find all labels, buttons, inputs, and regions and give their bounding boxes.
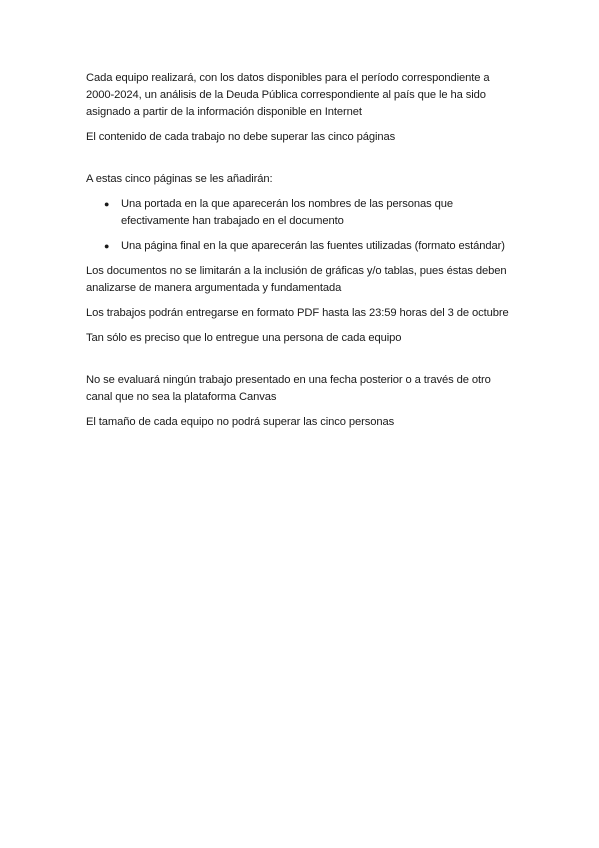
paragraph-submission: Tan sólo es preciso que lo entregue una persona de cada equipo bbox=[86, 332, 402, 344]
list-item bbox=[104, 196, 516, 230]
bullet-icon: ● bbox=[104, 199, 110, 209]
paragraph-late-policy: No se evaluará ningún trabajo presentado en una fecha posterior o a través de otro canal que no sea la plataforma Canvas bbox=[86, 374, 491, 403]
list-item bbox=[104, 238, 516, 255]
paragraph-page-limit: El contenido de cada trabajo no debe superar las cinco páginas bbox=[86, 131, 396, 143]
paragraph-team-size: El tamaño de cada equipo no podrá superar las cinco personas bbox=[86, 416, 395, 428]
paragraph-task-description: Cada equipo realizará, con los datos disponibles para el período correspondiente a 2000-2024, un análisis de la Deuda Pública correspondiente al país que le ha sido asignado a partir de la información disponible en Internet bbox=[86, 72, 490, 118]
paragraph-list-intro: A estas cinco páginas se les añadirán: bbox=[86, 173, 273, 185]
list-item-text: Una portada en la que aparecerán los nombres de las personas que efectivamente han trabajado en el documento bbox=[121, 198, 453, 227]
paragraph-deadline: Los trabajos podrán entregarse en formato PDF hasta las 23:59 horas del 3 de octubre bbox=[86, 307, 509, 319]
list-item-text: Una página final en la que aparecerán las fuentes utilizadas (formato estándar) bbox=[121, 240, 505, 252]
document-body bbox=[86, 70, 516, 439]
bullet-list bbox=[86, 196, 516, 255]
bullet-icon: ● bbox=[104, 241, 110, 251]
paragraph-analysis-requirement: Los documentos no se limitarán a la inclusión de gráficas y/o tablas, pues éstas deben analizarse de manera argumentada y fundamentada bbox=[86, 265, 507, 294]
